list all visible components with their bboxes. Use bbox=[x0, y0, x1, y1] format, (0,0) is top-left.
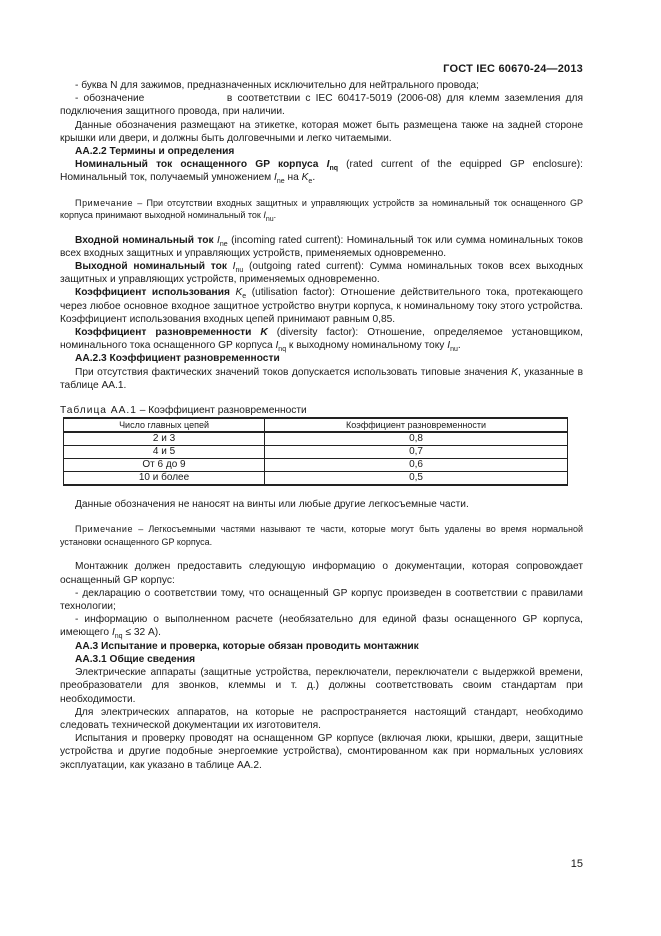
page-content bbox=[60, 79, 583, 772]
note-text: . bbox=[273, 210, 277, 221]
symbol: K bbox=[260, 327, 268, 339]
definition: на bbox=[284, 172, 302, 184]
table-row bbox=[64, 446, 568, 459]
table-header-cell: Коэффициент разновременности bbox=[265, 418, 568, 432]
term-name: Входной номинальный ток bbox=[75, 234, 214, 246]
paragraph-installer: Монтажник должен предоставить следующую информацию о документации, которая сопровождает оснащенный GP корпус: bbox=[60, 561, 583, 586]
spacer bbox=[60, 222, 583, 234]
table-cell: 0,5 bbox=[265, 472, 568, 486]
list-text: ≤ 32 А). bbox=[122, 627, 162, 639]
table-caption-label: Таблица АА.1 bbox=[60, 405, 137, 417]
document-header: ГОСТ IEC 60670-24—2013 bbox=[443, 63, 583, 75]
symbol: I bbox=[263, 210, 266, 221]
symbol: I bbox=[275, 340, 279, 352]
symbol: K bbox=[511, 366, 518, 378]
term-name: Выходной номинальный ток bbox=[75, 261, 227, 273]
section-heading-aa23: АА.2.3 Коэффициент разновременности bbox=[75, 353, 280, 365]
table-cell: 0,8 bbox=[265, 432, 568, 446]
list-item-declaration: - декларацию о соответствии тому, что оснащенный GP корпус произведен в соответствии с правилами технологии; bbox=[60, 587, 583, 613]
table-row bbox=[64, 432, 568, 446]
subscript: nu bbox=[265, 215, 274, 223]
subscript: nq bbox=[329, 165, 338, 173]
section-heading-aa22: АА.2.2 Термины и определения bbox=[75, 146, 235, 158]
term-incoming-current bbox=[60, 234, 583, 260]
note-1 bbox=[60, 197, 583, 222]
note-text: – Легкосъемными частями называют те части, которые могут быть удалены во время нормальной установки оснащенного GP корпуса. bbox=[60, 524, 583, 547]
note-text: – При отсутствии входных защитных и управляющих устройств за номинальный ток оснащенного GP корпуса принимают выходной номинальный ток bbox=[60, 197, 583, 221]
paragraph-aa23 bbox=[60, 366, 583, 392]
paragraph-screws: Данные обозначения не наносят на винты или любые другие легкосъемные части. bbox=[75, 499, 469, 511]
term-diversity-factor bbox=[60, 326, 583, 352]
spacer bbox=[60, 185, 583, 197]
subscript: nu bbox=[235, 267, 244, 275]
spacer bbox=[60, 486, 583, 498]
table-caption-text: – Коэффициент разновременности bbox=[136, 405, 307, 417]
paragraph-labels: Данные обозначения размещают на этикетке, которая может быть размещена также на задней стороне крышки или двери, и должны быть долговечными и легко читаемыми. bbox=[60, 119, 583, 144]
diversity-table bbox=[63, 417, 568, 486]
definition: . bbox=[312, 172, 316, 184]
section-heading-aa31: АА.3.1 Общие сведения bbox=[75, 653, 196, 665]
definition: (utilisation factor): Отношение действительного тока, протекающего через любое основное входное защитное устройство внутри корпуса, к номинальному току этого устройства. Коэффициент использования входных цепей принимают равным 0,85. bbox=[60, 287, 583, 325]
symbol: I bbox=[274, 172, 277, 184]
table-cell: 10 и более bbox=[64, 472, 265, 486]
list-text: - информацию о выполненном расчете (необязательно для единой фазы оснащенного GP корпуса, имеющего bbox=[60, 614, 583, 639]
subscript: e bbox=[308, 178, 313, 186]
subscript: nq bbox=[114, 633, 123, 641]
table-cell: От 6 до 9 bbox=[64, 459, 265, 472]
symbol: K bbox=[235, 287, 243, 299]
list-item-earth: - обозначение в соответствии с IEC 60417-5019 (2006-08) для клемм заземления для подключения защитного провода, при наличии. bbox=[60, 93, 583, 118]
spacer bbox=[60, 511, 583, 523]
table-row bbox=[64, 459, 568, 472]
page-number: 15 bbox=[570, 858, 583, 870]
term-name: Коэффициент разновременности bbox=[75, 327, 252, 339]
table-row bbox=[64, 472, 568, 486]
subscript: nq bbox=[278, 346, 287, 354]
list-item-calculation bbox=[60, 613, 583, 639]
term-utilisation-factor bbox=[60, 286, 583, 326]
spacer bbox=[60, 548, 583, 560]
symbol: K bbox=[301, 172, 309, 184]
subscript: ne bbox=[276, 178, 285, 186]
note-label: Примечание bbox=[75, 197, 134, 208]
table-caption bbox=[60, 404, 583, 417]
definition: (outgoing rated current): Сумма номинальных токов всех выходных защитных и управляющих устройств, применяемых одновременно. bbox=[60, 261, 583, 286]
section-heading-aa3: АА.3 Испытание и проверка, которые обязан проводить монтажник bbox=[75, 640, 419, 652]
definition: (diversity factor): Отношение, определяемое установщиком, номинального тока оснащенного GP корпуса bbox=[60, 327, 583, 352]
paragraph-aa31-1: Электрические аппараты (защитные устройства, переключатели, переключатели с выдержкой времени, преобразователи для звонков, клеммы и т. д.) должны соответствовать своим стандартам при необходимости. bbox=[60, 667, 583, 705]
note-2 bbox=[60, 523, 583, 548]
paragraph-text: , указанные в таблице АА.1. bbox=[60, 366, 583, 391]
subscript: e bbox=[242, 293, 247, 301]
definition: (incoming rated current): Номинальный ток или сумма номинальных токов всех входных защитных и управляющих устройств, применяемых одновременно. bbox=[60, 234, 583, 259]
term-rated-current bbox=[60, 158, 583, 184]
subscript: nu bbox=[450, 346, 458, 354]
table-cell: 0,6 bbox=[265, 459, 568, 472]
table-cell: 0,7 bbox=[265, 446, 568, 459]
table-header-cell: Число главных цепей bbox=[64, 418, 265, 432]
term-name: Коэффициент использования bbox=[75, 287, 230, 299]
definition: (rated current of the equipped GP enclosure): Номинальный ток, получаемый умножением bbox=[60, 159, 583, 184]
term-outgoing-current bbox=[60, 260, 583, 286]
paragraph-aa31-3: Испытания и проверку проводят на оснащенном GP корпусе (включая люки, крышки, двери, защитные устройства и другие подобные энергоемкие устройства), смонтированном как при нормальных условиях эксплуатации, как указано в таблице АА.2. bbox=[60, 733, 583, 771]
definition: . bbox=[457, 340, 461, 352]
list-item-n: - буква N для зажимов, предназначенных исключительно для нейтрального провода; bbox=[75, 80, 479, 91]
subscript: ne bbox=[219, 240, 228, 248]
symbol: I bbox=[111, 627, 115, 639]
paragraph-aa31-2: Для электрических аппаратов, на которые не распространяется настоящий стандарт, необходимо следовать технической документации их изготовителя. bbox=[60, 706, 583, 731]
paragraph-text: При отсутствия фактических значений токов допускается использовать типовые значения bbox=[75, 366, 512, 378]
spacer bbox=[60, 392, 583, 404]
table-cell: 2 и 3 bbox=[64, 432, 265, 446]
symbol: I bbox=[217, 234, 220, 246]
symbol: I bbox=[232, 261, 236, 273]
table-header-row bbox=[64, 418, 568, 432]
symbol: I bbox=[326, 159, 330, 171]
term-name: Номинальный ток оснащенного GP корпуса bbox=[75, 159, 319, 171]
definition: к выходному номинальному току bbox=[286, 340, 448, 352]
symbol: I bbox=[447, 340, 451, 352]
note-label: Примечание bbox=[75, 524, 134, 535]
table-cell: 4 и 5 bbox=[64, 446, 265, 459]
